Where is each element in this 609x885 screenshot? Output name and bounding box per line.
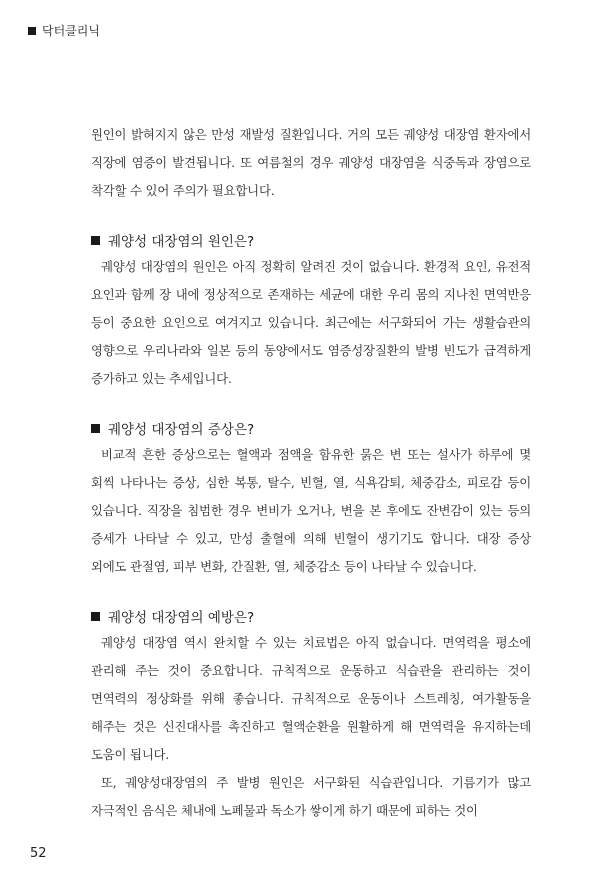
intro-paragraph: 원인이 밝혀지지 않은 만성 재발성 질환입니다. 거의 모든 궤양성 대장염 환자에서 직장에 염증이 발견됩니다. 또 여름철의 경우 궤양성 대장염을 식중독과 장염으로 착각할 수 있어 주의가 필요합니다. [91, 127, 531, 198]
section-heading-text: 궤양성 대장염의 증상은? [108, 422, 255, 438]
heading-square-icon [91, 612, 100, 621]
section-paragraph: 궤양성 대장염 역시 완치할 수 있는 치료법은 아직 없습니다. 면역력을 평소에 관리해 주는 것이 중요합니다. 규칙적으로 운동하고 식습관을 관리하는 것이 면역력의 정상화를 위해 좋습니다. 규칙적으로 운동이나 스트레칭, 여가활동을 해주는 것은 신진대사를 촉진하고 혈액순환을 원활하게 해 면역력을 유지하는데 도움이 됩니다. [91, 635, 531, 762]
section-heading [91, 415, 531, 441]
section-prevention [91, 603, 531, 825]
section-heading-text: 궤양성 대장염의 원인은? [108, 234, 255, 250]
page-content [91, 121, 531, 825]
page-number: 52 [30, 846, 47, 861]
section-paragraph: 또, 궤양성대장염의 주 발병 원인은 서구화된 식습관입니다. 기름기가 많고 자극적인 음식은 체내에 노폐물과 독소가 쌓이게 하기 때문에 피하는 것이 [91, 775, 531, 818]
section-heading-text: 궤양성 대장염의 예방은? [108, 610, 255, 626]
section-heading [91, 603, 531, 629]
section-cause [91, 227, 531, 393]
section-paragraph: 비교적 흔한 증상으로는 혈액과 점액을 함유한 묽은 변 또는 설사가 하루에 몇 회씩 나타나는 증상, 심한 복통, 탈수, 빈혈, 열, 식욕감퇴, 체중감소, 피로감 등이 있습니다. 직장을 침범한 경우 변비가 오거나, 변을 본 후에도 잔변감이 있는 등의 증세가 나타날 수 있고, 만성 출혈에 의해 빈혈이 생기기도 합니다. 대장 증상 외에도 관절염, 피부 변화, 간질환, 열, 체중감소 등이 나타날 수 있습니다. [91, 447, 531, 574]
section-symptoms [91, 415, 531, 581]
heading-square-icon [91, 424, 100, 433]
section-paragraph: 궤양성 대장염의 원인은 아직 정확히 알려진 것이 없습니다. 환경적 요인, 유전적 요인과 함께 장 내에 정상적으로 존재하는 세균에 대한 우리 몸의 지나친 면역반응 등이 중요한 요인으로 여겨지고 있습니다. 최근에는 서구화되어 가는 생활습관의 영향으로 우리나라와 일본 등의 동양에서도 염증성장질환의 발병 빈도가 급격하게 증가하고 있는 추세입니다. [91, 259, 531, 386]
section-heading [91, 227, 531, 253]
header-title: 닥터클리닉 [42, 24, 100, 38]
heading-square-icon [91, 236, 100, 245]
header-square-icon [28, 27, 36, 35]
running-header [28, 22, 100, 39]
